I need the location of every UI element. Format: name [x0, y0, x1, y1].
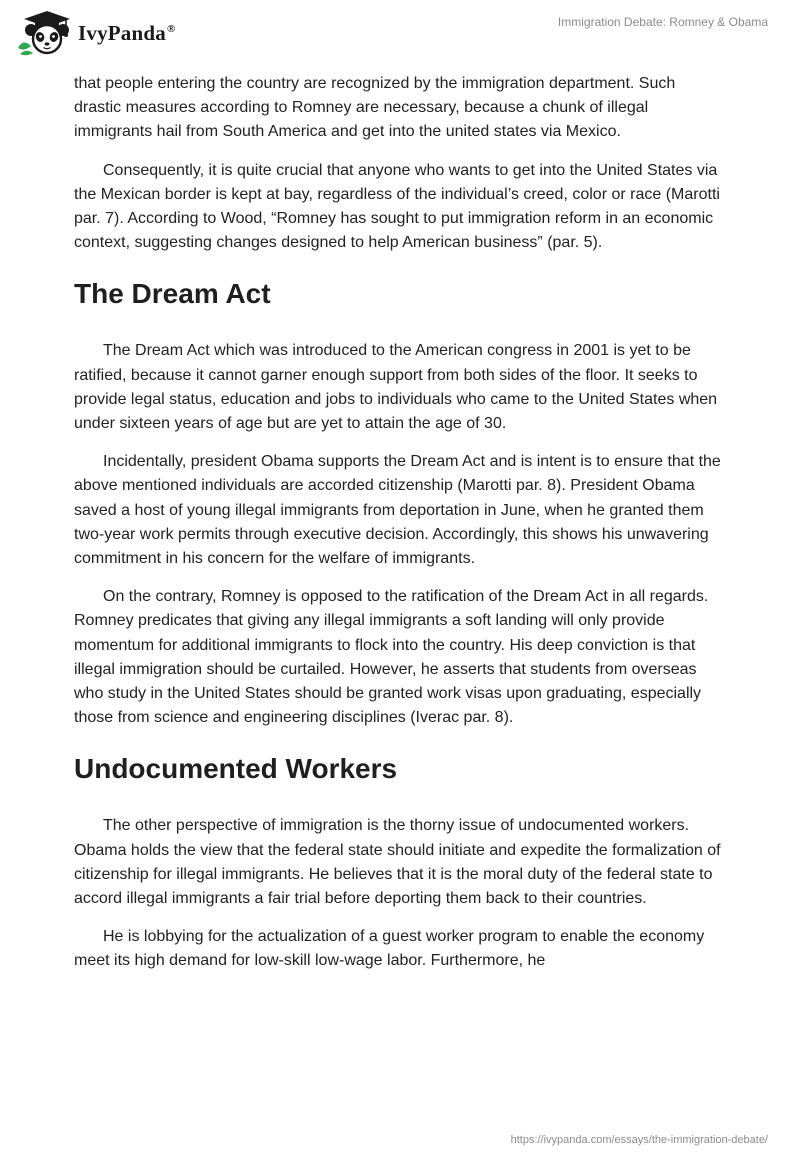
page-header [0, 0, 800, 72]
paragraph-undocumented-2: He is lobbying for the actualization of a guest worker program to enable the economy meet its high demand for low-skill low-wage labor. Furthermore, he [74, 928, 705, 970]
essay-content [74, 72, 726, 988]
panda-graduate-icon [14, 8, 74, 56]
logo-wordmark [78, 21, 175, 46]
ivypanda-logo[interactable] [14, 8, 175, 56]
document-title: Immigration Debate: Romney & Obama [557, 15, 768, 29]
heading-dream-act: The Dream Act [74, 278, 271, 310]
heading-undocumented-workers: Undocumented Workers [74, 753, 398, 785]
paragraph-dream-act-3: On the contrary, Romney is opposed to the ratification of the Dream Act in all regards. Romney predicates that giving any illegal immigrants a soft landing will only provide momentum for additional immigrants to flock into the country. His deep conviction is that illegal immigration should be curtailed. However, he asserts that students from overseas who study in the United States should be granted work visas upon graduating, especially those from science and engineering disciplines (Iverac par. 8). [74, 588, 709, 727]
paragraph-undocumented-1: The other perspective of immigration is the thorny issue of undocumented workers. Obama holds the view that the federal state should initiate and expedite the formalization of citizenship for illegal immigrants. He believes that it is the moral duty of the federal state to accord illegal immigrants a fair trial before deporting them back to their countries. [74, 817, 721, 908]
paragraph-dream-act-2: Incidentally, president Obama supports the Dream Act and is intent is to ensure that the above mentioned individuals are accorded citizenship (Marotti par. 8). President Obama saved a host of young illegal immigrants from deportation in June, when he granted them two-year work permits through executive decision. Accordingly, this shows his unwavering commitment in his concern for the welfare of immigrants. [74, 453, 721, 568]
logo-text: IvyPanda [78, 20, 166, 45]
paragraph-consequently: Consequently, it is quite crucial that anyone who wants to get into the United States via the Mexican border is kept at bay, regardless of the individual’s creed, color or race (Marotti par. 7). According to Wood, “Romney has sought to put immigration reform in an economic context, suggesting changes designed to help American business” (par. 5). [74, 161, 720, 252]
paragraph-intro: that people entering the country are recognized by the immigration department. Such drastic measures according to Romney are necessary, because a chunk of illegal immigrants hail from South America and get into the united states via Mexico. [74, 75, 676, 141]
registered-mark: ® [166, 22, 176, 35]
source-url-link[interactable]: https://ivypanda.com/essays/the-immigration-debate/ [510, 1134, 768, 1146]
paragraph-dream-act-1: The Dream Act which was introduced to the American congress in 2001 is yet to be ratified, because it cannot garner enough support from both sides of the floor. It seeks to provide legal status, education and jobs to individuals who came to the United States when under sixteen years of age but are yet to attain the age of 30. [74, 342, 718, 433]
